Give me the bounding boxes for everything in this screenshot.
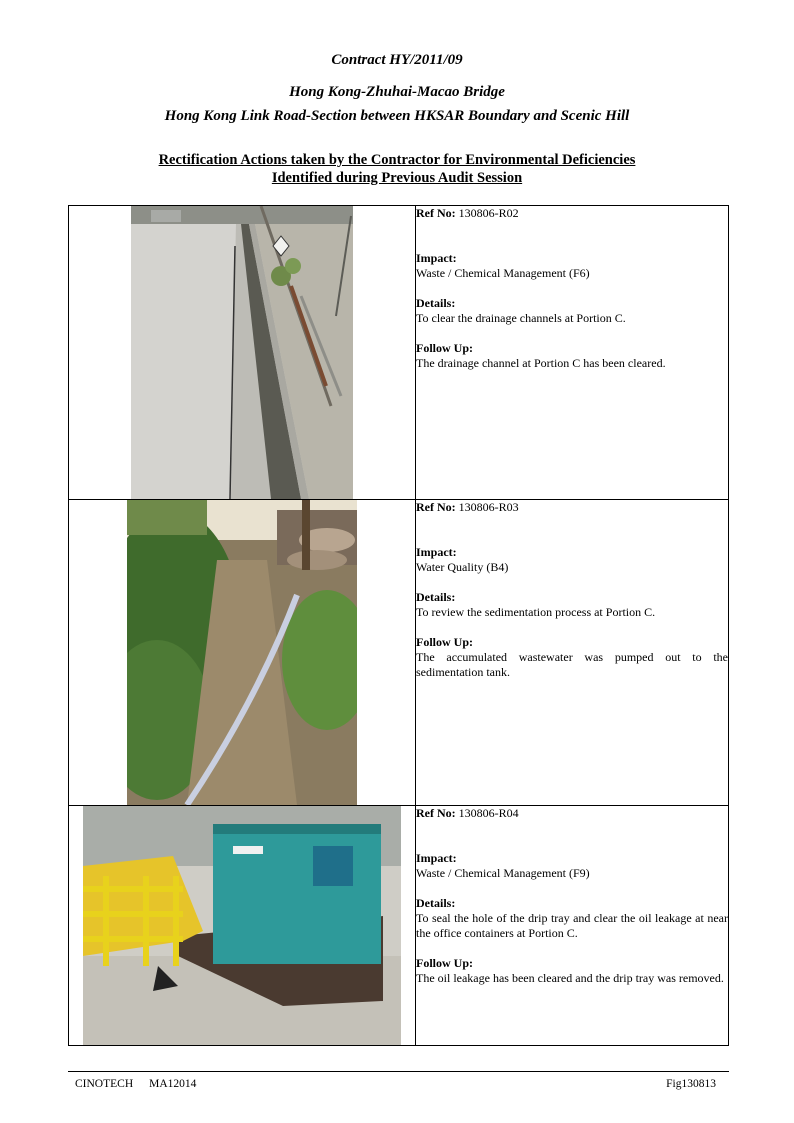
ref-line	[416, 500, 728, 515]
photo-cell	[69, 500, 416, 806]
ref-value: 130806-R02	[458, 206, 519, 220]
ref-label: Ref No:	[416, 806, 456, 820]
drainage-channel-photo	[131, 206, 353, 499]
contract-number: Contract HY/2011/09	[331, 52, 463, 68]
ref-label: Ref No:	[416, 206, 456, 220]
footer-left	[75, 1078, 196, 1090]
impact-label: Impact:	[416, 851, 457, 865]
follow-up-label: Follow Up:	[416, 635, 473, 649]
details-label: Details:	[416, 296, 456, 310]
impact-value: Waste / Chemical Management (F6)	[416, 266, 590, 280]
footer-code: MA12014	[149, 1078, 197, 1090]
details-value: To clear the drainage channels at Portion C.	[416, 311, 626, 325]
impact-label: Impact:	[416, 545, 457, 559]
ref-line	[416, 206, 728, 221]
entry-details	[416, 806, 729, 1046]
footer-figure: Fig130813	[666, 1078, 716, 1090]
impact-value: Water Quality (B4)	[416, 560, 509, 574]
follow-up-label: Follow Up:	[416, 341, 473, 355]
ref-value: 130806-R03	[458, 500, 519, 514]
ref-label: Ref No:	[416, 500, 456, 514]
rectification-table	[68, 205, 729, 1046]
page-title-line-1: Rectification Actions taken by the Contractor for Environmental Deficiencies	[158, 152, 636, 168]
table-row	[69, 500, 729, 806]
details-label: Details:	[416, 896, 456, 910]
table-row	[69, 806, 729, 1046]
details-label: Details:	[416, 590, 456, 604]
table-row	[69, 206, 729, 500]
impact-label: Impact:	[416, 251, 457, 265]
follow-up-value: The drainage channel at Portion C has been cleared.	[416, 356, 666, 370]
generator-drip-tray-photo	[83, 806, 401, 1045]
sedimentation-path-photo	[127, 500, 357, 805]
footer-divider	[68, 1071, 729, 1072]
photo-cell	[69, 206, 416, 500]
details-value: To seal the hole of the drip tray and clear the oil leakage at near the office containers at Portion C.	[416, 911, 728, 940]
entry-details	[416, 206, 729, 500]
section-name: Hong Kong Link Road-Section between HKSAR Boundary and Scenic Hill	[164, 108, 630, 124]
follow-up-label: Follow Up:	[416, 956, 473, 970]
follow-up-value: The accumulated wastewater was pumped out to the sedimentation tank.	[416, 650, 728, 679]
details-value: To review the sedimentation process at Portion C.	[416, 605, 656, 619]
project-name: Hong Kong-Zhuhai-Macao Bridge	[289, 84, 505, 100]
ref-value: 130806-R04	[458, 806, 519, 820]
page-title-line-2: Identified during Previous Audit Session	[271, 170, 523, 186]
photo-cell	[69, 806, 416, 1046]
footer-company: CINOTECH	[75, 1078, 134, 1090]
ref-line	[416, 806, 728, 821]
follow-up-value: The oil leakage has been cleared and the drip tray was removed.	[416, 971, 724, 985]
entry-details	[416, 500, 729, 806]
impact-value: Waste / Chemical Management (F9)	[416, 866, 590, 880]
